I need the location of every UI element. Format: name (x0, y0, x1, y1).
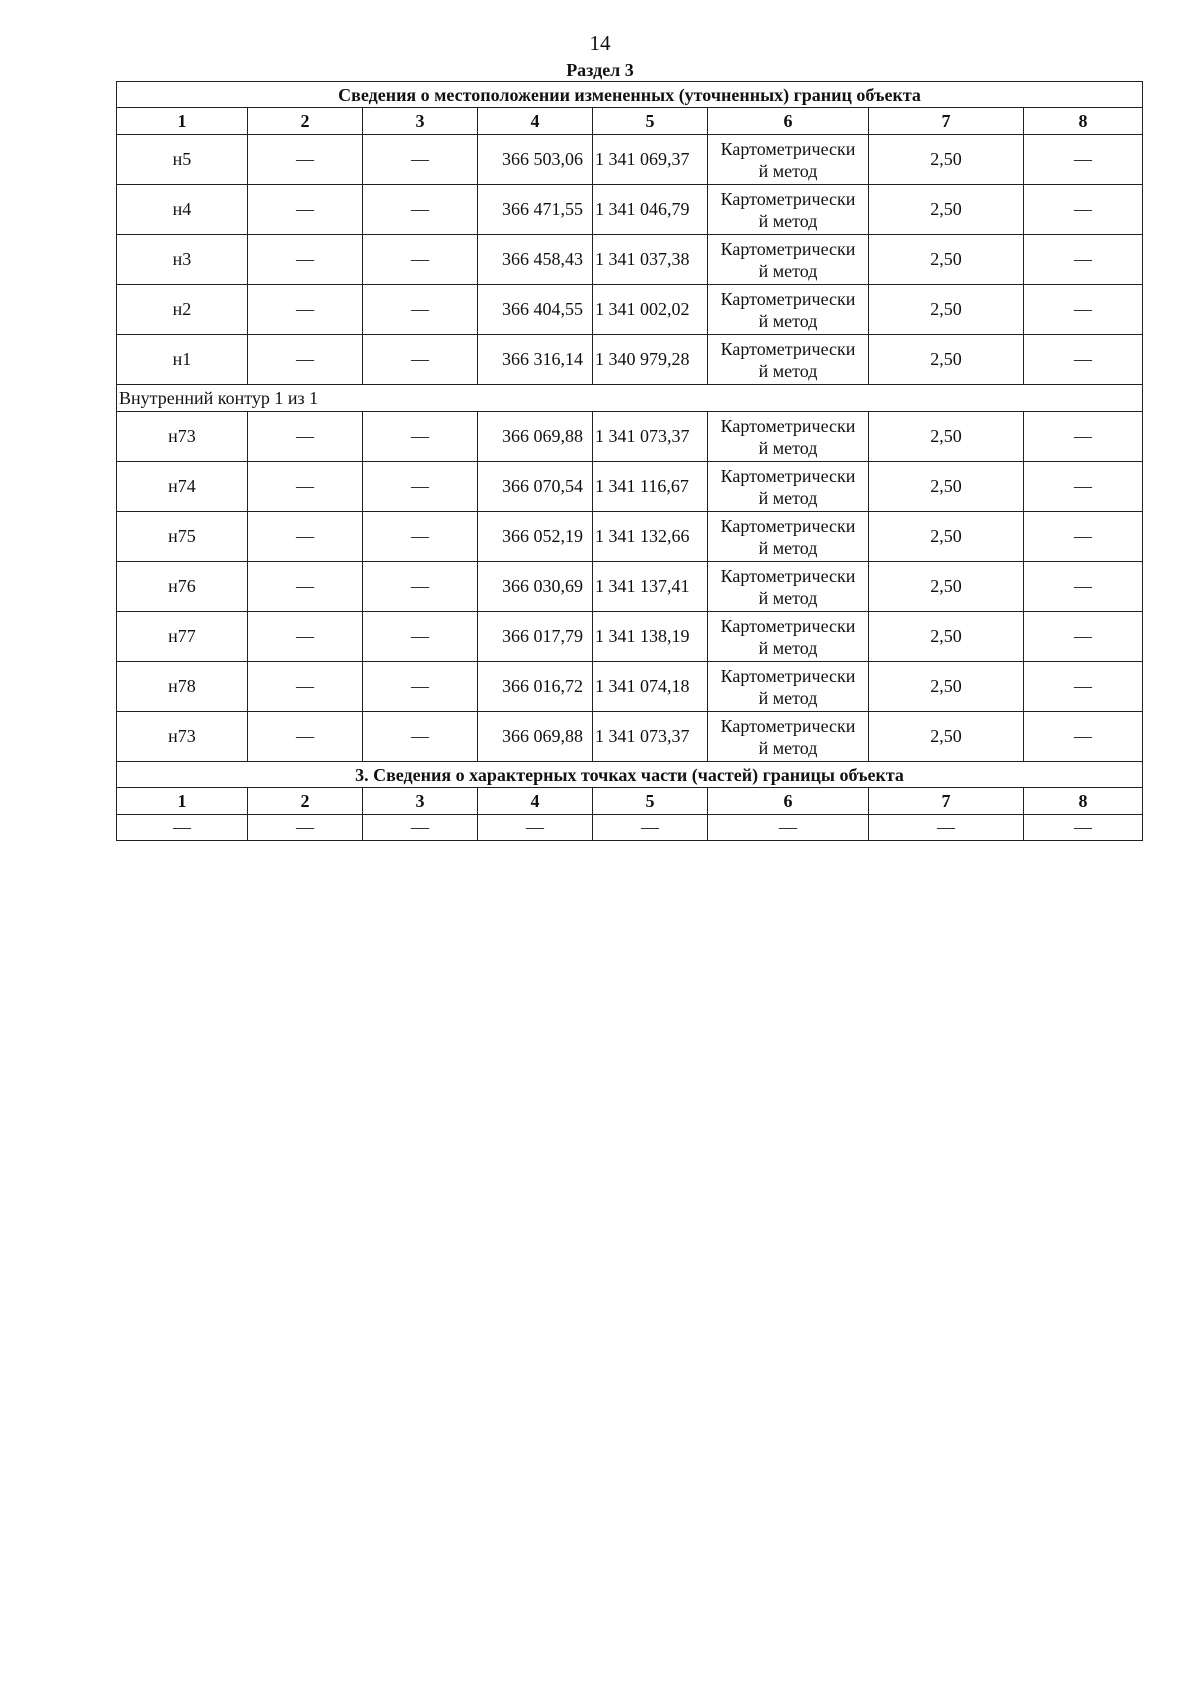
accuracy-cell: 2,50 (869, 562, 1024, 612)
part-column-number-row (117, 788, 1143, 815)
y-coordinate-cell: 1 341 074,18 (593, 662, 708, 712)
method-cell (708, 285, 869, 335)
method-cell (708, 562, 869, 612)
empty-value-cell: — (363, 662, 478, 712)
empty-value-cell: — (1024, 135, 1143, 185)
empty-value-cell: — (363, 462, 478, 512)
empty-value-cell: — (363, 562, 478, 612)
empty-value-cell: — (363, 235, 478, 285)
y-coordinate-cell: 1 340 979,28 (593, 335, 708, 385)
accuracy-cell: 2,50 (869, 235, 1024, 285)
empty-value-cell: — (1024, 562, 1143, 612)
column-number-cell: 1 (117, 788, 248, 815)
x-coordinate-cell: 366 404,55 (478, 285, 593, 335)
table-row (117, 185, 1143, 235)
method-cell (708, 235, 869, 285)
empty-value-cell: — (1024, 662, 1143, 712)
empty-value-cell: — (1024, 462, 1143, 512)
empty-value-cell: — (363, 285, 478, 335)
part-empty-row (117, 815, 1143, 841)
point-id-cell: н73 (117, 712, 248, 762)
empty-value-cell: — (1024, 412, 1143, 462)
empty-value-cell: — (1024, 712, 1143, 762)
method-line-2: й метод (758, 260, 818, 281)
point-id-cell: н5 (117, 135, 248, 185)
accuracy-cell: 2,50 (869, 662, 1024, 712)
method-line-1: Картометрически (720, 715, 856, 736)
point-id-cell: н74 (117, 462, 248, 512)
x-coordinate-cell: 366 069,88 (478, 412, 593, 462)
x-coordinate-cell: 366 016,72 (478, 662, 593, 712)
empty-value-cell: — (478, 815, 593, 841)
empty-value-cell: — (1024, 815, 1143, 841)
method-cell (708, 662, 869, 712)
empty-value-cell: — (363, 412, 478, 462)
accuracy-cell: 2,50 (869, 512, 1024, 562)
method-line-2: й метод (758, 637, 818, 658)
method-line-2: й метод (758, 687, 818, 708)
part-caption: 3. Сведения о характерных точках части (частей) границы объекта (117, 762, 1143, 788)
method-line-2: й метод (758, 737, 818, 758)
empty-value-cell: — (363, 815, 478, 841)
x-coordinate-cell: 366 070,54 (478, 462, 593, 512)
column-number-cell: 6 (708, 788, 869, 815)
method-cell (708, 135, 869, 185)
y-coordinate-cell: 1 341 138,19 (593, 612, 708, 662)
accuracy-cell: 2,50 (869, 462, 1024, 512)
accuracy-cell: 2,50 (869, 335, 1024, 385)
column-number-cell: 5 (593, 108, 708, 135)
accuracy-cell: 2,50 (869, 185, 1024, 235)
column-number-cell: 7 (869, 108, 1024, 135)
method-line-2: й метод (758, 360, 818, 381)
table-row (117, 335, 1143, 385)
column-number-cell: 8 (1024, 788, 1143, 815)
accuracy-cell: 2,50 (869, 285, 1024, 335)
method-cell (708, 462, 869, 512)
y-coordinate-cell: 1 341 002,02 (593, 285, 708, 335)
point-id-cell: н1 (117, 335, 248, 385)
method-line-1: Картометрически (720, 565, 856, 586)
x-coordinate-cell: 366 030,69 (478, 562, 593, 612)
accuracy-cell: 2,50 (869, 712, 1024, 762)
empty-value-cell: — (1024, 512, 1143, 562)
column-number-cell: 8 (1024, 108, 1143, 135)
empty-value-cell: — (248, 512, 363, 562)
point-id-cell: н2 (117, 285, 248, 335)
method-line-1: Картометрически (720, 138, 856, 159)
y-coordinate-cell: 1 341 073,37 (593, 712, 708, 762)
y-coordinate-cell: 1 341 132,66 (593, 512, 708, 562)
point-id-cell: н3 (117, 235, 248, 285)
empty-value-cell: — (363, 135, 478, 185)
column-number-cell: 4 (478, 788, 593, 815)
section-title: Раздел 3 (566, 60, 634, 80)
column-number-cell: 7 (869, 788, 1024, 815)
inner-contour-row (117, 385, 1143, 412)
point-id-cell: н75 (117, 512, 248, 562)
empty-value-cell: — (248, 662, 363, 712)
column-number-cell: 6 (708, 108, 869, 135)
method-line-2: й метод (758, 310, 818, 331)
empty-value-cell: — (593, 815, 708, 841)
method-cell (708, 185, 869, 235)
point-id-cell: н78 (117, 662, 248, 712)
table-row (117, 235, 1143, 285)
point-id-cell: н4 (117, 185, 248, 235)
empty-value-cell: — (869, 815, 1024, 841)
boundary-table (116, 81, 1143, 841)
empty-value-cell: — (248, 185, 363, 235)
table-row (117, 512, 1143, 562)
inner-contour-label: Внутренний контур 1 из 1 (117, 385, 1143, 412)
x-coordinate-cell: 366 471,55 (478, 185, 593, 235)
table-row (117, 562, 1143, 612)
x-coordinate-cell: 366 458,43 (478, 235, 593, 285)
empty-value-cell: — (248, 712, 363, 762)
column-number-cell: 3 (363, 108, 478, 135)
method-line-2: й метод (758, 587, 818, 608)
empty-value-cell: — (1024, 612, 1143, 662)
empty-value-cell: — (363, 185, 478, 235)
empty-value-cell: — (248, 462, 363, 512)
method-line-1: Картометрически (720, 415, 856, 436)
method-cell (708, 512, 869, 562)
empty-value-cell: — (117, 815, 248, 841)
y-coordinate-cell: 1 341 069,37 (593, 135, 708, 185)
column-number-row (117, 108, 1143, 135)
empty-value-cell: — (248, 412, 363, 462)
empty-value-cell: — (363, 612, 478, 662)
method-line-1: Картометрически (720, 338, 856, 359)
column-number-cell: 2 (248, 788, 363, 815)
point-id-cell: н77 (117, 612, 248, 662)
column-number-cell: 1 (117, 108, 248, 135)
method-cell (708, 612, 869, 662)
column-number-cell: 5 (593, 788, 708, 815)
table-row (117, 135, 1143, 185)
empty-value-cell: — (248, 135, 363, 185)
empty-value-cell: — (363, 512, 478, 562)
empty-value-cell: — (248, 285, 363, 335)
page-number: 14 (589, 31, 611, 55)
empty-value-cell: — (248, 612, 363, 662)
table-caption: Сведения о местоположении измененных (уточненных) границ объекта (117, 82, 1143, 108)
empty-value-cell: — (248, 335, 363, 385)
x-coordinate-cell: 366 069,88 (478, 712, 593, 762)
y-coordinate-cell: 1 341 073,37 (593, 412, 708, 462)
y-coordinate-cell: 1 341 037,38 (593, 235, 708, 285)
empty-value-cell: — (708, 815, 869, 841)
empty-value-cell: — (1024, 335, 1143, 385)
method-line-1: Картометрически (720, 465, 856, 486)
table-row (117, 462, 1143, 512)
method-line-1: Картометрически (720, 615, 856, 636)
empty-value-cell: — (1024, 285, 1143, 335)
column-number-cell: 3 (363, 788, 478, 815)
accuracy-cell: 2,50 (869, 412, 1024, 462)
x-coordinate-cell: 366 316,14 (478, 335, 593, 385)
empty-value-cell: — (248, 815, 363, 841)
table-row (117, 412, 1143, 462)
method-line-2: й метод (758, 487, 818, 508)
table-row (117, 712, 1143, 762)
method-line-1: Картометрически (720, 238, 856, 259)
method-line-1: Картометрически (720, 188, 856, 209)
part-caption-row (117, 762, 1143, 788)
column-number-cell: 4 (478, 108, 593, 135)
x-coordinate-cell: 366 503,06 (478, 135, 593, 185)
method-line-1: Картометрически (720, 515, 856, 536)
method-line-1: Картометрически (720, 665, 856, 686)
point-id-cell: н76 (117, 562, 248, 612)
method-line-2: й метод (758, 437, 818, 458)
method-line-2: й метод (758, 160, 818, 181)
empty-value-cell: — (1024, 185, 1143, 235)
point-id-cell: н73 (117, 412, 248, 462)
accuracy-cell: 2,50 (869, 612, 1024, 662)
empty-value-cell: — (248, 235, 363, 285)
table-row (117, 285, 1143, 335)
x-coordinate-cell: 366 017,79 (478, 612, 593, 662)
method-line-2: й метод (758, 210, 818, 231)
method-cell (708, 335, 869, 385)
empty-value-cell: — (363, 712, 478, 762)
empty-value-cell: — (363, 335, 478, 385)
x-coordinate-cell: 366 052,19 (478, 512, 593, 562)
y-coordinate-cell: 1 341 116,67 (593, 462, 708, 512)
y-coordinate-cell: 1 341 046,79 (593, 185, 708, 235)
empty-value-cell: — (1024, 235, 1143, 285)
method-cell (708, 712, 869, 762)
accuracy-cell: 2,50 (869, 135, 1024, 185)
column-number-cell: 2 (248, 108, 363, 135)
method-line-1: Картометрически (720, 288, 856, 309)
method-line-2: й метод (758, 537, 818, 558)
table-row (117, 662, 1143, 712)
table-row (117, 612, 1143, 662)
y-coordinate-cell: 1 341 137,41 (593, 562, 708, 612)
method-cell (708, 412, 869, 462)
empty-value-cell: — (248, 562, 363, 612)
